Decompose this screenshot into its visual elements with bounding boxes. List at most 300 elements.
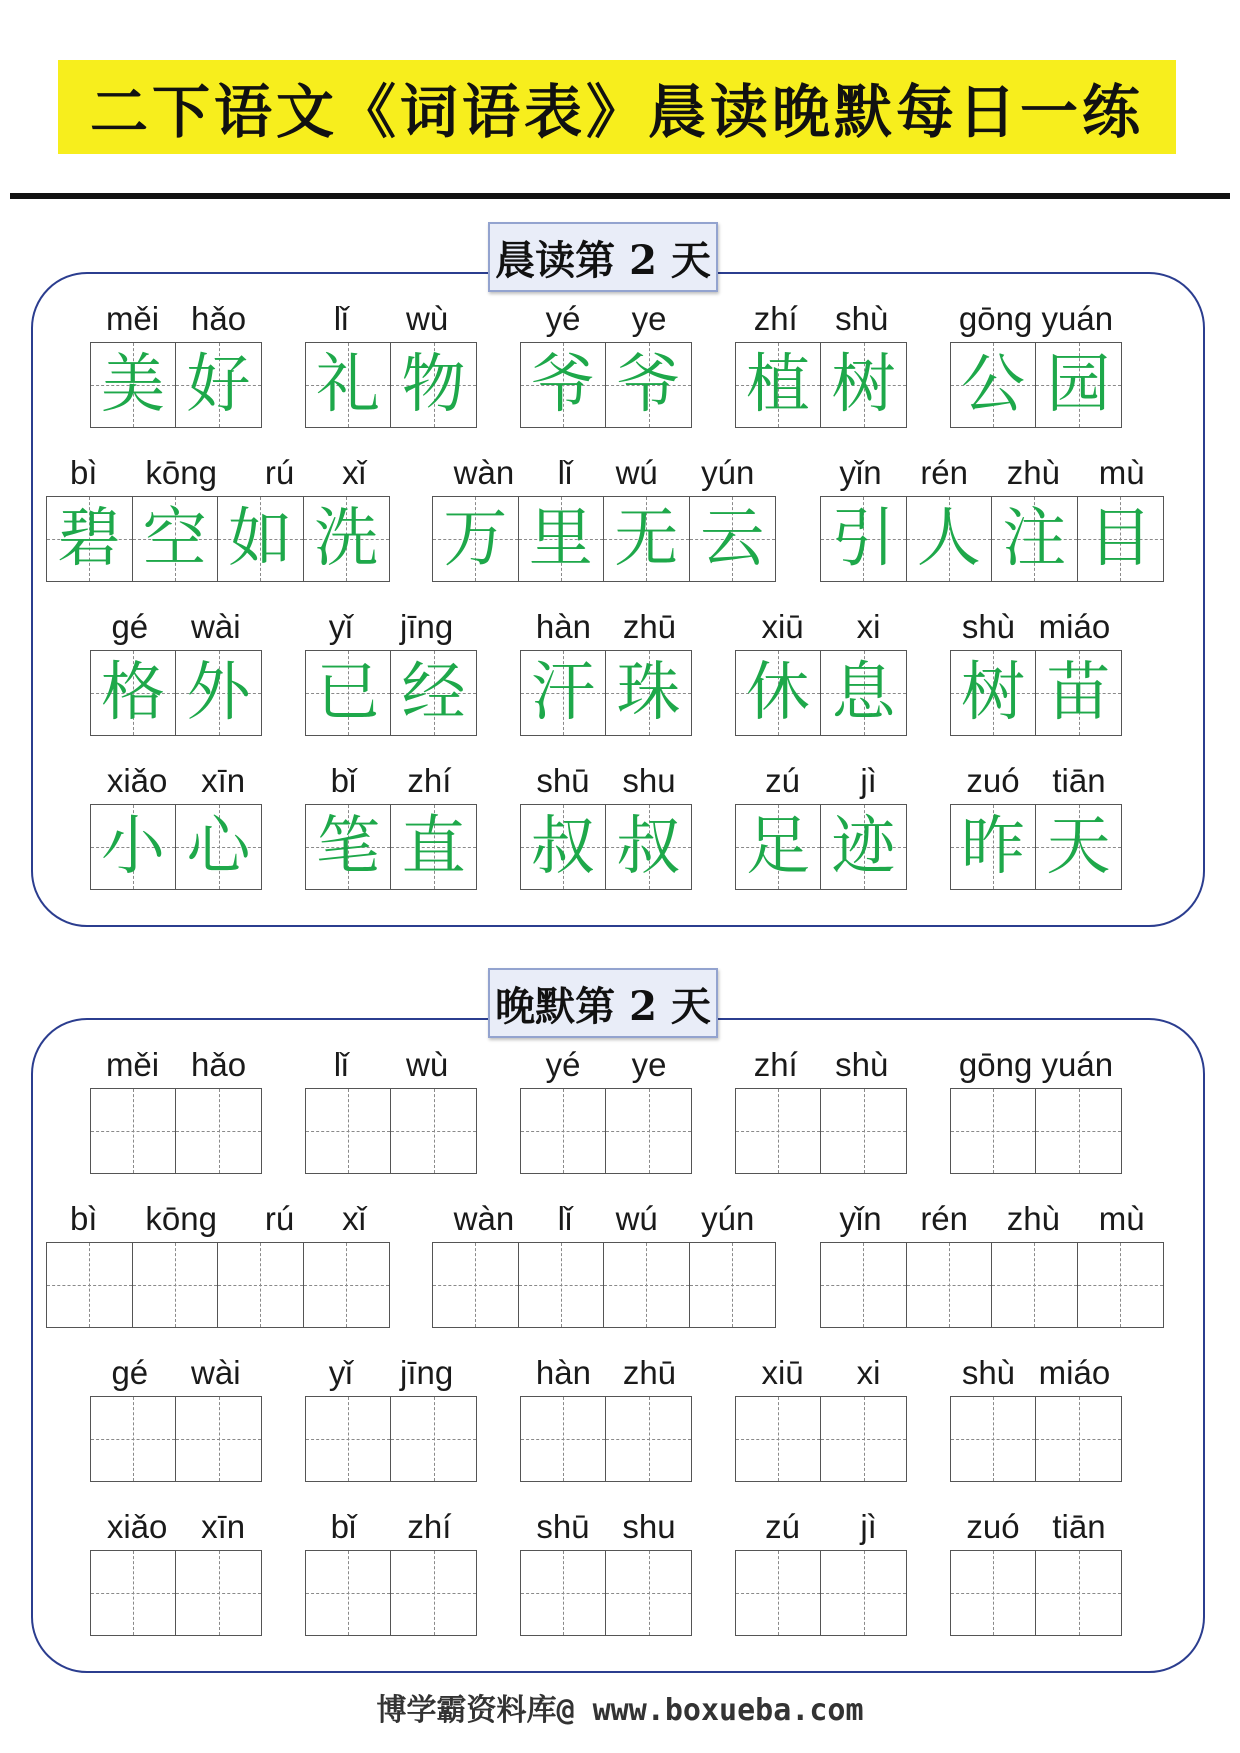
hanzi-character: 经 [401,656,466,730]
hanzi-character: 无 [614,502,679,576]
character-cell [736,805,821,889]
character-cell [736,343,821,427]
hanzi-character: 树 [831,348,896,422]
character-grid [950,650,1122,736]
pinyin-syllable: tiān [1052,762,1106,799]
character-cell [951,343,1036,427]
writing-grid[interactable] [520,1550,692,1636]
pinyin-syllable: hǎo [191,1046,247,1083]
hanzi-character: 叔 [531,810,595,884]
character-cell [821,497,907,581]
pinyin-syllable: miáo [1038,1354,1111,1391]
writing-grid[interactable] [735,1396,907,1482]
pinyin-syllable: xiū [761,608,804,645]
writing-grid[interactable] [735,1550,907,1636]
hanzi-character: 园 [1046,348,1111,422]
pinyin-syllable: yǐn [839,1200,882,1237]
writing-grid[interactable] [305,1396,477,1482]
page-title: 二下语文《词语表》晨读晚默每日一练 [89,78,1144,146]
character-cell [133,497,219,581]
vocab-word [90,1044,262,1174]
character-cell [391,805,476,889]
pinyin-line [90,1044,262,1086]
vocab-word [305,1352,477,1482]
character-cell [218,497,304,581]
pinyin-syllable: měi [105,300,160,337]
blank-writing-cell[interactable] [218,1243,304,1327]
blank-writing-cell[interactable] [951,1397,1036,1481]
character-cell [907,497,993,581]
pinyin-syllable: shù [961,608,1016,645]
character-grid [305,650,477,736]
vocab-word [90,760,262,890]
pinyin-syllable: zhù [1006,1200,1060,1237]
pinyin-line [520,1506,692,1548]
pinyin-syllable: shù [835,300,889,337]
hanzi-character: 天 [1046,810,1111,884]
blank-writing-cell[interactable] [821,1551,906,1635]
character-cell [176,651,261,735]
vocab-word [520,1506,692,1636]
hanzi-character: 格 [101,656,165,730]
character-cell [521,651,606,735]
vocab-word [305,760,477,890]
writing-grid[interactable] [950,1088,1122,1174]
pinyin-syllable: zú [765,762,801,799]
pinyin-line [305,760,477,802]
writing-grid[interactable] [90,1550,262,1636]
blank-writing-cell[interactable] [133,1243,219,1327]
blank-writing-cell[interactable] [521,1551,606,1635]
pinyin-line [820,1198,1164,1240]
vocab-word [950,1352,1122,1482]
pinyin-syllable: yún [701,1200,755,1237]
blank-writing-cell[interactable] [736,1551,821,1635]
hanzi-character: 空 [142,502,207,576]
hanzi-character: 直 [401,810,466,884]
title-divider [10,193,1230,199]
writing-grid[interactable] [432,1242,776,1328]
pinyin-line [950,1352,1122,1394]
character-cell [951,651,1036,735]
hanzi-character: 外 [186,656,251,730]
pinyin-syllable: wàn [453,1200,515,1237]
pinyin-line [305,1506,477,1548]
writing-grid[interactable] [520,1396,692,1482]
pinyin-syllable: wú [615,454,658,491]
blank-writing-cell[interactable] [1078,1243,1164,1327]
hanzi-character: 好 [186,348,251,422]
pinyin-syllable: shu [622,762,676,799]
pinyin-syllable: wù [406,300,449,337]
vocab-word [735,1506,907,1636]
pinyin-line [735,606,907,648]
blank-writing-cell[interactable] [176,1089,261,1173]
character-cell [304,497,390,581]
vocab-word [520,760,692,890]
pinyin-syllable: wú [615,1200,658,1237]
hanzi-character: 已 [316,656,380,730]
blank-writing-cell[interactable] [907,1243,993,1327]
pinyin-line [950,606,1122,648]
character-grid [735,804,907,890]
vocab-word [735,1044,907,1174]
character-cell [91,343,176,427]
hanzi-character: 珠 [616,656,681,730]
pinyin-line [520,1044,692,1086]
pinyin-syllable: hǎo [191,300,247,337]
pinyin-syllable: yǐ [328,1354,353,1391]
character-cell [306,805,391,889]
vocab-word [432,452,776,582]
character-grid [46,496,390,582]
blank-writing-cell[interactable] [391,1089,476,1173]
section-label-text: 晚默第 2 天 [495,982,711,1030]
pinyin-syllable: tiān [1052,1508,1106,1545]
vocab-word [432,1198,776,1328]
section-label [488,968,718,1038]
pinyin-syllable: yé [545,1046,581,1083]
hanzi-character: 休 [746,656,810,730]
blank-writing-cell[interactable] [1036,1089,1121,1173]
pinyin-syllable: gé [111,1354,149,1391]
pinyin-syllable: hàn [535,1354,591,1391]
hanzi-character: 目 [1088,502,1153,576]
vocab-word [735,1352,907,1482]
pinyin-syllable: lǐ [333,1046,349,1083]
pinyin-syllable: bì [69,454,98,491]
pinyin-syllable: zuó [966,1508,1020,1545]
vocab-word [950,1044,1122,1174]
character-grid [90,342,262,428]
pinyin-syllable: rén [920,1200,969,1237]
pinyin-syllable: xīn [201,762,246,799]
pinyin-line [90,298,262,340]
pinyin-syllable: zhí [753,1046,798,1083]
blank-writing-cell[interactable] [736,1089,821,1173]
hanzi-character: 叔 [616,810,681,884]
blank-writing-cell[interactable] [992,1243,1078,1327]
vocab-word [90,1506,262,1636]
character-cell [519,497,605,581]
pinyin-syllable: gōng yuán [958,1046,1114,1083]
pinyin-syllable: rú [264,454,295,491]
pinyin-syllable: měi [105,1046,160,1083]
character-cell [306,651,391,735]
pinyin-syllable: kōng [145,454,217,491]
pinyin-line [90,1352,262,1394]
pinyin-syllable: hàn [535,608,591,645]
blank-writing-cell[interactable] [606,1089,691,1173]
vocab-word [305,1044,477,1174]
blank-writing-cell[interactable] [306,1397,391,1481]
hanzi-character: 云 [700,502,765,576]
blank-writing-cell[interactable] [176,1551,261,1635]
pinyin-syllable: gōng yuán [958,300,1114,337]
vocab-word [820,452,1164,582]
pinyin-line [305,1352,477,1394]
vocab-word [90,1352,262,1482]
pinyin-line [520,760,692,802]
pinyin-syllable: jīng [400,1354,454,1391]
character-grid [950,804,1122,890]
hanzi-character: 物 [401,348,466,422]
character-cell [391,343,476,427]
pinyin-line [90,606,262,648]
blank-writing-cell[interactable] [690,1243,776,1327]
vocab-word [46,452,390,582]
pinyin-syllable: xiǎo [106,1508,168,1545]
pinyin-line [950,1506,1122,1548]
character-cell [47,497,133,581]
pinyin-syllable: jì [860,1508,877,1545]
character-grid [735,650,907,736]
vocab-word [950,298,1122,428]
pinyin-line [432,1198,776,1240]
pinyin-line [735,1506,907,1548]
pinyin-syllable: shù [835,1046,889,1083]
pinyin-syllable: xiǎo [106,762,168,799]
pinyin-line [950,1044,1122,1086]
character-cell [521,343,606,427]
writing-grid[interactable] [950,1550,1122,1636]
character-grid [820,496,1164,582]
pinyin-syllable: xi [856,1354,881,1391]
pinyin-line [305,606,477,648]
pinyin-line [90,760,262,802]
pinyin-syllable: zhí [407,762,452,799]
vocab-word [305,606,477,736]
writing-grid[interactable] [90,1088,262,1174]
writing-grid[interactable] [305,1088,477,1174]
pinyin-line [520,606,692,648]
vocab-word [950,606,1122,736]
pinyin-syllable: zú [765,1508,801,1545]
pinyin-syllable: zhù [1006,454,1060,491]
character-cell [951,805,1036,889]
blank-writing-cell[interactable] [91,1551,176,1635]
pinyin-line [46,452,390,494]
character-grid [735,342,907,428]
pinyin-syllable: rú [264,1200,295,1237]
pinyin-line [90,1506,262,1548]
pinyin-syllable: wù [406,1046,449,1083]
hanzi-character: 引 [831,502,896,576]
blank-writing-cell[interactable] [821,1397,906,1481]
pinyin-line [520,298,692,340]
pinyin-syllable: yún [701,454,755,491]
vocab-word [305,1506,477,1636]
pinyin-syllable: ye [631,300,667,337]
pinyin-line [735,1044,907,1086]
section-label [488,222,718,292]
pinyin-syllable: mù [1098,1200,1145,1237]
pinyin-syllable: mù [1098,454,1145,491]
blank-writing-cell[interactable] [951,1089,1036,1173]
pinyin-syllable: ye [631,1046,667,1083]
pinyin-syllable: gé [111,608,149,645]
vocab-word [90,606,262,736]
blank-writing-cell[interactable] [47,1243,133,1327]
hanzi-character: 美 [101,348,165,422]
writing-grid[interactable] [820,1242,1164,1328]
pinyin-line [735,298,907,340]
vocab-word [520,1352,692,1482]
vocab-word [820,1198,1164,1328]
character-cell [821,343,906,427]
pinyin-syllable: yǐ [328,608,353,645]
blank-writing-cell[interactable] [91,1089,176,1173]
writing-grid[interactable] [520,1088,692,1174]
pinyin-syllable: zhí [407,1508,452,1545]
vocab-word [90,298,262,428]
hanzi-character: 碧 [57,502,122,576]
blank-writing-cell[interactable] [91,1397,176,1481]
blank-writing-cell[interactable] [306,1551,391,1635]
character-cell [821,805,906,889]
writing-grid[interactable] [950,1396,1122,1482]
character-cell [1036,805,1121,889]
character-cell [690,497,776,581]
character-grid [520,804,692,890]
character-cell [1036,343,1121,427]
blank-writing-cell[interactable] [519,1243,605,1327]
character-cell [521,805,606,889]
pinyin-line [820,452,1164,494]
writing-grid[interactable] [305,1550,477,1636]
pinyin-syllable: bì [69,1200,98,1237]
hanzi-character: 公 [961,348,1025,422]
character-cell [391,651,476,735]
pinyin-line [305,1044,477,1086]
vocab-word [735,606,907,736]
blank-writing-cell[interactable] [821,1089,906,1173]
character-cell [176,805,261,889]
vocab-word [735,760,907,890]
pinyin-syllable: kōng [145,1200,217,1237]
blank-writing-cell[interactable] [391,1551,476,1635]
blank-writing-cell[interactable] [736,1397,821,1481]
character-cell [606,651,691,735]
pinyin-syllable: shu [622,1508,676,1545]
hanzi-character: 树 [961,656,1025,730]
blank-writing-cell[interactable] [521,1397,606,1481]
pinyin-syllable: xīn [201,1508,246,1545]
vocab-word [520,606,692,736]
pinyin-syllable: lǐ [333,300,349,337]
pinyin-syllable: lǐ [557,1200,573,1237]
blank-writing-cell[interactable] [304,1243,390,1327]
footer-watermark: 博学霸资料库@ www.boxueba.com [376,1693,864,1728]
blank-writing-cell[interactable] [1036,1397,1121,1481]
pinyin-syllable: jīng [400,608,454,645]
character-cell [821,651,906,735]
writing-grid[interactable] [90,1396,262,1482]
pinyin-syllable: wàn [453,454,515,491]
pinyin-syllable: shū [536,762,590,799]
blank-writing-cell[interactable] [821,1243,907,1327]
writing-grid[interactable] [46,1242,390,1328]
pinyin-line [735,1352,907,1394]
blank-writing-cell[interactable] [306,1089,391,1173]
pinyin-syllable: yǐn [839,454,882,491]
character-cell [1036,651,1121,735]
blank-writing-cell[interactable] [1036,1551,1121,1635]
pinyin-syllable: shù [961,1354,1016,1391]
character-grid [432,496,776,582]
pinyin-syllable: xiū [761,1354,804,1391]
vocab-word [520,1044,692,1174]
blank-writing-cell[interactable] [606,1397,691,1481]
writing-grid[interactable] [735,1088,907,1174]
character-cell [91,805,176,889]
blank-writing-cell[interactable] [606,1551,691,1635]
character-cell [306,343,391,427]
character-grid [520,342,692,428]
character-grid [305,804,477,890]
hanzi-character: 汗 [531,656,595,730]
blank-writing-cell[interactable] [433,1243,519,1327]
pinyin-syllable: bǐ [330,1508,357,1545]
hanzi-character: 笔 [316,810,380,884]
hanzi-character: 里 [528,502,593,576]
vocab-word [950,760,1122,890]
blank-writing-cell[interactable] [391,1397,476,1481]
character-cell [992,497,1078,581]
pinyin-syllable: miáo [1038,608,1111,645]
hanzi-character: 小 [101,810,165,884]
hanzi-character: 昨 [961,810,1025,884]
hanzi-character: 足 [746,810,810,884]
character-cell [736,651,821,735]
vocab-word [46,1198,390,1328]
character-grid [305,342,477,428]
pinyin-syllable: wài [191,608,241,645]
character-cell [91,651,176,735]
hanzi-character: 苗 [1046,656,1111,730]
pinyin-syllable: zuó [966,762,1020,799]
hanzi-character: 息 [831,656,896,730]
blank-writing-cell[interactable] [604,1243,690,1327]
blank-writing-cell[interactable] [951,1551,1036,1635]
character-grid [90,650,262,736]
pinyin-syllable: zhū [622,608,677,645]
vocab-word [305,298,477,428]
blank-writing-cell[interactable] [176,1397,261,1481]
pinyin-syllable: yé [545,300,581,337]
hanzi-character: 爷 [616,348,681,422]
hanzi-character: 爷 [531,348,595,422]
hanzi-character: 人 [916,502,981,576]
blank-writing-cell[interactable] [521,1089,606,1173]
character-cell [176,343,261,427]
character-cell [433,497,519,581]
hanzi-character: 如 [228,502,293,576]
hanzi-character: 迹 [831,810,896,884]
vocab-word [520,298,692,428]
character-grid [90,804,262,890]
character-cell [606,805,691,889]
character-cell [604,497,690,581]
pinyin-syllable: xǐ [342,454,366,491]
pinyin-line [735,760,907,802]
hanzi-character: 心 [186,810,251,884]
pinyin-line [950,298,1122,340]
pinyin-line [432,452,776,494]
pinyin-line [305,298,477,340]
pinyin-line [46,1198,390,1240]
pinyin-syllable: wài [191,1354,241,1391]
